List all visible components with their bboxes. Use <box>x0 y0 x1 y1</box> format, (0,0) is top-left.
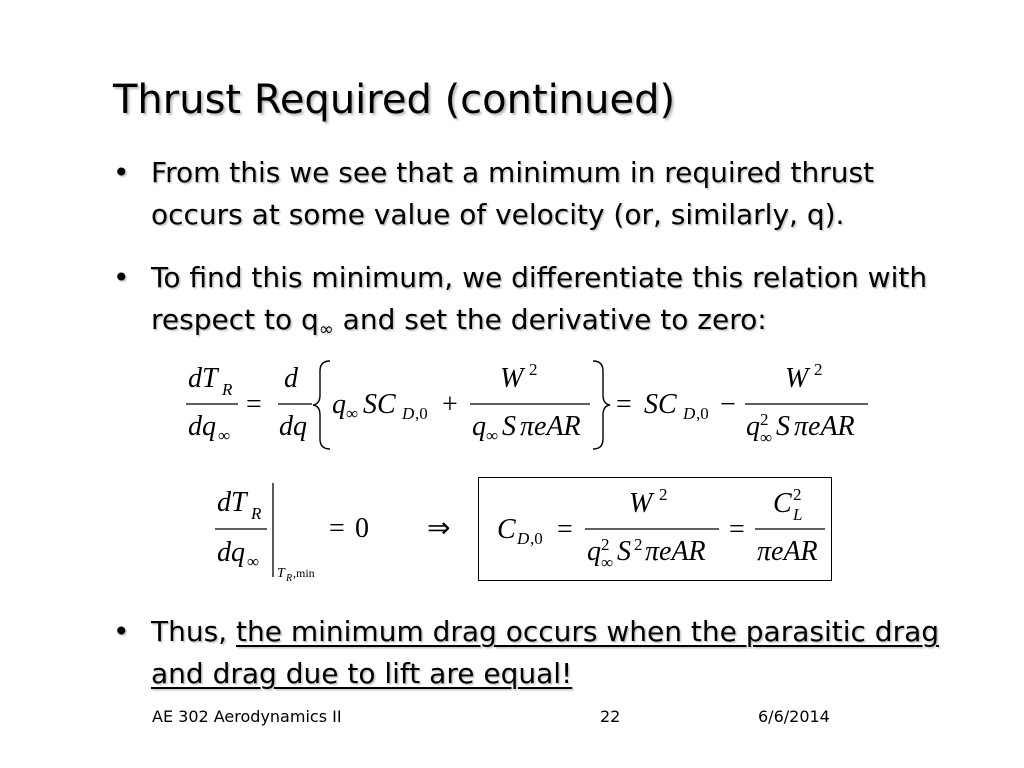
bullet-3-text <box>151 611 943 695</box>
svg-text:W: W <box>500 363 524 394</box>
svg-text:D: D <box>402 404 415 423</box>
svg-text:=: = <box>729 514 745 545</box>
svg-text:q: q <box>746 411 760 442</box>
svg-text:∞: ∞ <box>601 553 614 572</box>
svg-text:πeAR: πeAR <box>794 411 855 442</box>
svg-text:2: 2 <box>601 535 610 554</box>
svg-text:πeAR: πeAR <box>757 536 818 567</box>
svg-text:S: S <box>776 411 790 442</box>
bullet-2-text-before: To find this minimum, we differentiate this relation with respect to q <box>151 261 928 336</box>
slide-title: Thrust Required (continued) <box>113 77 676 123</box>
svg-text:W: W <box>629 488 653 519</box>
svg-text:πeAR: πeAR <box>645 536 706 567</box>
svg-text:−: − <box>720 389 736 420</box>
result-box <box>478 477 832 581</box>
svg-text:C: C <box>497 514 516 545</box>
bullet-marker: • <box>113 615 130 648</box>
svg-text:q: q <box>332 389 346 420</box>
svg-text:dT: dT <box>188 363 218 394</box>
bullet-3-lead: Thus, <box>151 615 236 648</box>
svg-text:0: 0 <box>355 513 369 544</box>
svg-text:R: R <box>251 504 262 523</box>
svg-text:=: = <box>246 389 262 420</box>
svg-text:T: T <box>277 566 285 581</box>
svg-text:∞: ∞ <box>486 426 499 445</box>
svg-text:SC: SC <box>363 389 396 420</box>
svg-text:S: S <box>617 536 631 567</box>
svg-text:SC: SC <box>644 389 677 420</box>
svg-text:q: q <box>472 411 486 442</box>
bullet-marker: • <box>113 261 130 294</box>
svg-text:2: 2 <box>634 535 643 554</box>
bullet-2-text <box>151 257 943 341</box>
svg-text:R: R <box>286 573 293 584</box>
bullet-3 <box>113 611 943 695</box>
equation-zero-derivative <box>205 477 465 587</box>
svg-text:∞: ∞ <box>247 552 260 571</box>
svg-text:2: 2 <box>529 360 538 379</box>
bullet-1 <box>113 152 943 236</box>
svg-text:2: 2 <box>760 410 769 429</box>
svg-text:∞: ∞ <box>760 428 773 447</box>
svg-text:2: 2 <box>814 360 823 379</box>
bullet-3-conclusion: the minimum drag occurs when the parasitic drag and drag due to lift are equal! <box>151 615 940 690</box>
footer-date: 6/6/2014 <box>758 707 830 726</box>
bullet-2 <box>113 257 943 341</box>
svg-text:πeAR: πeAR <box>520 411 581 442</box>
bullet-2-text-after: and set the derivative to zero: <box>333 303 767 336</box>
svg-text:∞: ∞ <box>346 404 359 423</box>
svg-text:d: d <box>284 363 298 394</box>
svg-text:2: 2 <box>793 485 802 504</box>
svg-text:q: q <box>587 536 601 567</box>
svg-text:dT: dT <box>217 487 247 518</box>
svg-text:,0: ,0 <box>696 404 709 423</box>
svg-text:R: R <box>222 380 233 399</box>
svg-text:2: 2 <box>659 485 668 504</box>
svg-text:,0: ,0 <box>415 404 428 423</box>
svg-text:+: + <box>442 389 458 420</box>
svg-text:dq: dq <box>188 411 216 442</box>
footer-page-number: 22 <box>600 707 621 726</box>
svg-text:dq: dq <box>217 537 245 568</box>
svg-text:L: L <box>793 505 803 524</box>
svg-text:dq: dq <box>279 411 307 442</box>
svg-text:=: = <box>557 514 573 545</box>
equation-derivative <box>180 355 880 455</box>
implies-arrow: ⇒ <box>427 513 451 544</box>
svg-text:S: S <box>502 411 516 442</box>
svg-text:∞: ∞ <box>218 426 231 445</box>
svg-text:=: = <box>616 389 632 420</box>
svg-text:W: W <box>785 363 809 394</box>
svg-text:,0: ,0 <box>530 529 543 548</box>
svg-text:=: = <box>329 513 345 544</box>
footer-course: AE 302 Aerodynamics II <box>152 707 342 726</box>
svg-text:C: C <box>773 488 792 519</box>
bullet-1-text: From this we see that a minimum in required thrust occurs at some value of velocity (or, similarly, q). <box>151 156 875 231</box>
bullet-2-subscript: ∞ <box>318 319 334 340</box>
equation-min-drag-condition <box>479 478 831 580</box>
svg-text:D: D <box>683 404 696 423</box>
svg-text:,min: ,min <box>293 566 315 580</box>
bullet-marker: • <box>113 156 130 189</box>
svg-text:D: D <box>517 529 530 548</box>
